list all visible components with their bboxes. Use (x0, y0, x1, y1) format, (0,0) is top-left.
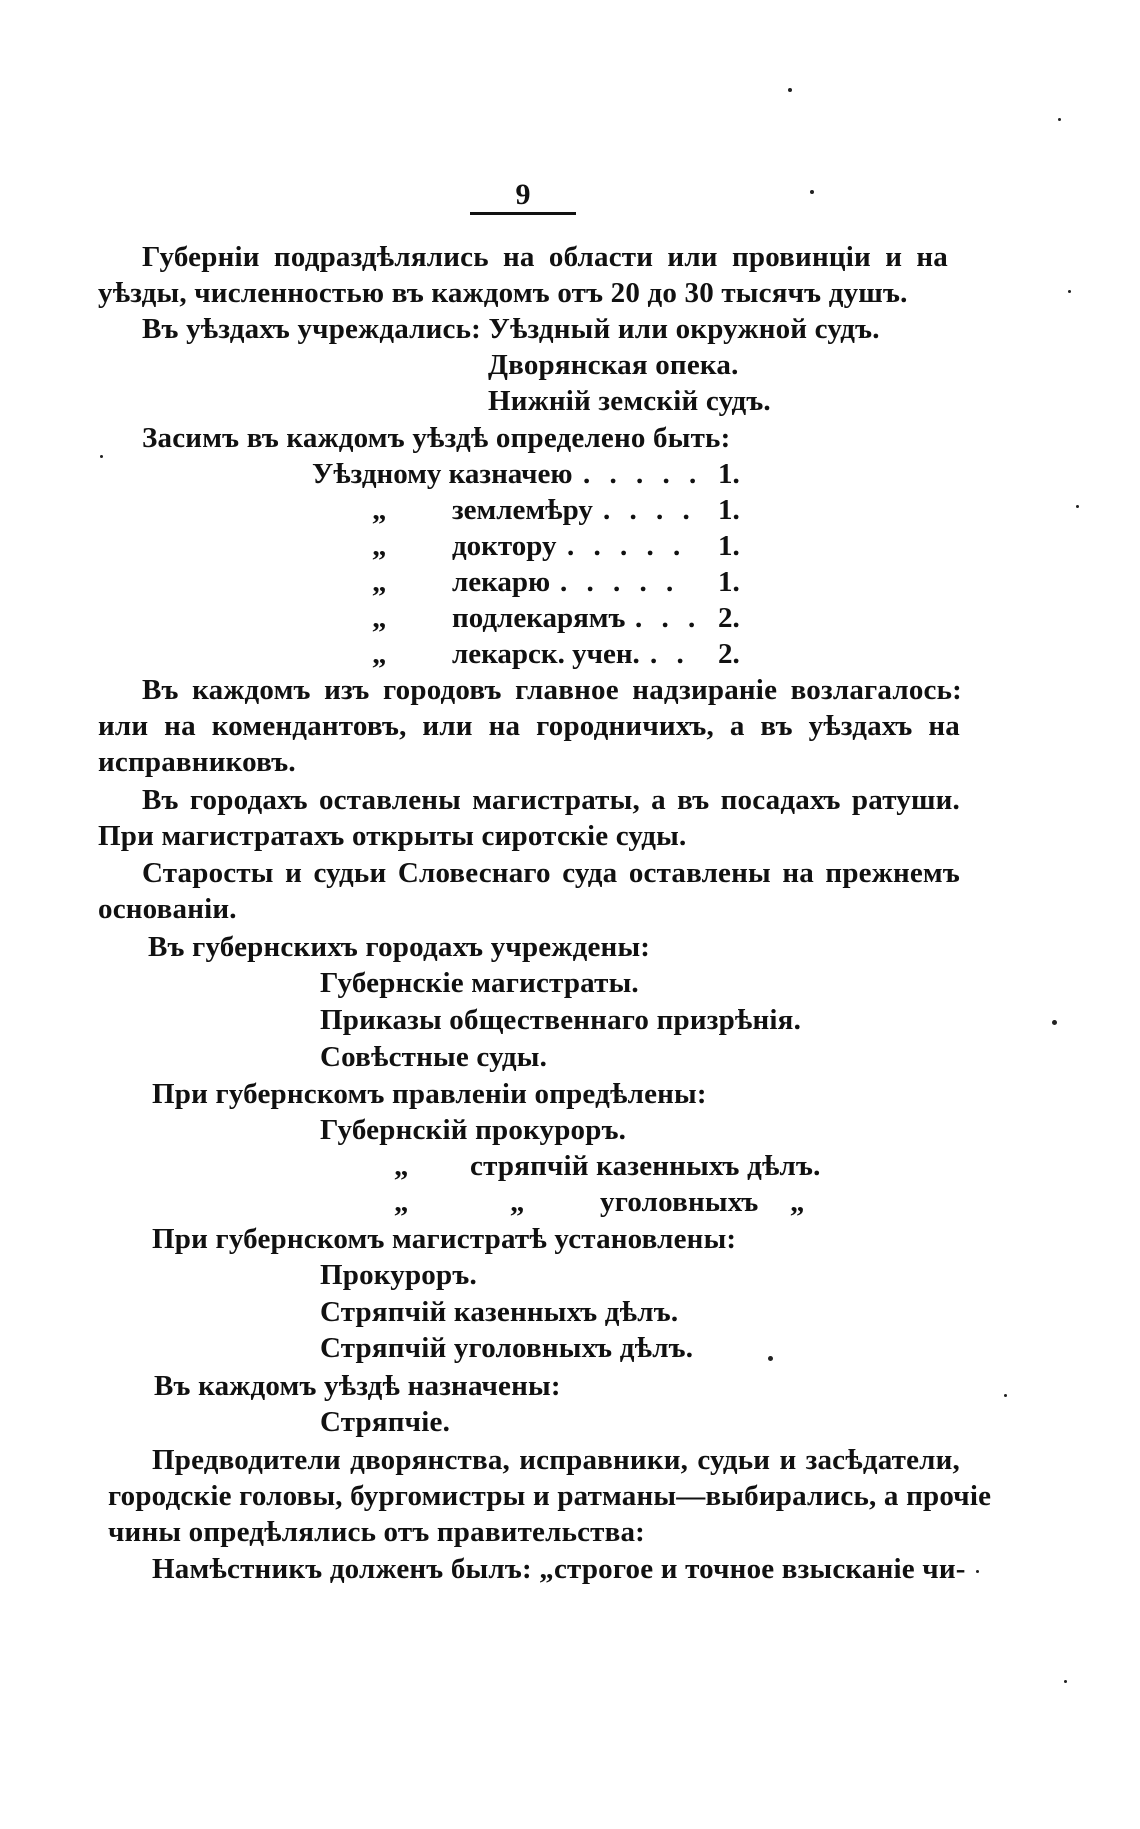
officials-row (0, 568, 1140, 600)
text-line (152, 1553, 966, 1585)
scan-speck (788, 88, 792, 92)
officials-row (0, 640, 1140, 672)
scan-speck (810, 190, 814, 194)
officials-row (0, 496, 1140, 528)
officials-label: лекарю (452, 566, 551, 598)
officials-count: 2. (718, 602, 740, 634)
text-line: Засимъ въ каждомъ уѣздѣ определено быть: (142, 422, 731, 454)
line-text: Предводители дворянства, исправники, судьи и засѣдатели, (152, 1444, 960, 1476)
scan-speck (768, 1356, 773, 1361)
text-line (152, 1446, 960, 1475)
ditto-mark: „ (372, 566, 387, 598)
page-number-rule (470, 212, 576, 215)
line-text: городскiе головы, бургомистры и ратманы—выбирались, а прочiе (108, 1480, 992, 1512)
text-line (108, 1480, 992, 1512)
text-line: Въ уѣздахъ учреждались: Уѣздный или окружной судъ. (142, 313, 880, 345)
text-line: исправниковъ. (98, 746, 296, 778)
officials-row (0, 604, 1140, 636)
ditto-mark: „ (510, 1186, 525, 1218)
text-line: чины опредѣлялись отъ правительства: (108, 1516, 646, 1548)
scan-speck (1058, 118, 1061, 121)
leader-dots: . . . . . (567, 530, 687, 562)
line-text: или на комендантовъ, или на городничихъ, а въ уѣздахъ на (98, 710, 960, 742)
leader-dots: . . . . . (583, 458, 703, 490)
officials-row (0, 532, 1140, 564)
text-line (142, 859, 960, 888)
scan-speck (1004, 1394, 1007, 1397)
text-line: Дворянская опека. (488, 349, 739, 381)
text-line: Стряпчiе. (320, 1406, 451, 1438)
text-line (142, 243, 948, 272)
scan-speck (1076, 505, 1079, 508)
scan-speck (1052, 1020, 1057, 1025)
scan-speck (976, 1570, 979, 1573)
line-text: Намѣстникъ долженъ былъ: „строгое и точное взысканiе чи- (152, 1553, 966, 1585)
ditto-mark: „ (394, 1150, 409, 1182)
officials-label: Уѣздному казначею (312, 458, 573, 490)
text-line: Въ каждомъ уѣздѣ назначены: (154, 1370, 561, 1402)
ditto-mark: „ (372, 602, 387, 634)
officials-count: 1. (718, 566, 740, 598)
text-line: уголовныхъ (600, 1186, 759, 1218)
text-line: При магистратахъ открыты сиротскiе суды. (98, 820, 687, 852)
officials-count: 2. (718, 638, 740, 670)
text-line: При губернскомъ правленiи опредѣлены: (152, 1078, 707, 1110)
officials-count: 1. (718, 530, 740, 562)
leader-dots: . . (650, 638, 690, 670)
ditto-mark: „ (372, 638, 387, 670)
officials-count: 1. (718, 494, 740, 526)
scan-speck (1068, 290, 1071, 293)
text-line (142, 676, 962, 705)
ditto-mark: „ (372, 494, 387, 526)
officials-count: 1. (718, 458, 740, 490)
text-line: Губернскiе магистраты. (320, 967, 639, 999)
page-number: 9 (515, 178, 531, 211)
text-line (98, 712, 960, 741)
officials-label: подлекарямъ (452, 602, 626, 634)
ditto-mark: „ (372, 530, 387, 562)
line-text: Старосты и судьи Словеснаго суда оставлены на прежнемъ (142, 857, 960, 889)
text-line: Нижнiй земскiй судъ. (488, 385, 771, 417)
text-line: Прокуроръ. (320, 1259, 477, 1291)
text-line: основанiи. (98, 893, 237, 925)
line-text: Въ каждомъ изъ городовъ главное надзиранiе возлагалось: (142, 674, 962, 706)
text-line (142, 786, 960, 815)
text-line: Приказы общественнаго призрѣнiя. (320, 1004, 802, 1036)
ditto-mark: „ (394, 1186, 409, 1218)
officials-label: лекарск. учен. (452, 638, 640, 670)
text-line: Губернскiй прокуроръ. (320, 1114, 627, 1146)
text-line: При губернскомъ магистратѣ установлены: (152, 1223, 737, 1255)
leader-dots: . . . . (603, 494, 696, 526)
text-line: Совѣстные суды. (320, 1041, 548, 1073)
text-line: уѣзды, численностью въ каждомъ отъ 20 до 30 тысячъ душъ. (98, 277, 908, 309)
text-line: Стряпчiй казенныхъ дѣлъ. (320, 1296, 679, 1328)
officials-label: доктору (452, 530, 557, 562)
text-line: Въ губернскихъ городахъ учреждены: (148, 931, 651, 963)
line-text: Въ городахъ оставлены магистраты, а въ посадахъ ратуши. (142, 784, 960, 816)
officials-label: землемѣру (452, 494, 593, 526)
ditto-mark: „ (790, 1186, 805, 1218)
text-line: стряпчiй казенныхъ дѣлъ. (470, 1150, 821, 1182)
text-line: Стряпчiй уголовныхъ дѣлъ. (320, 1332, 694, 1364)
scan-speck (100, 455, 103, 458)
leader-dots: . . . (635, 602, 702, 634)
leader-dots: . . . . . (560, 566, 680, 598)
line-text: Губернiи подраздѣлялись на области или провинцiи и на (142, 241, 948, 273)
scan-speck (1064, 1680, 1067, 1683)
officials-row (0, 460, 1140, 492)
